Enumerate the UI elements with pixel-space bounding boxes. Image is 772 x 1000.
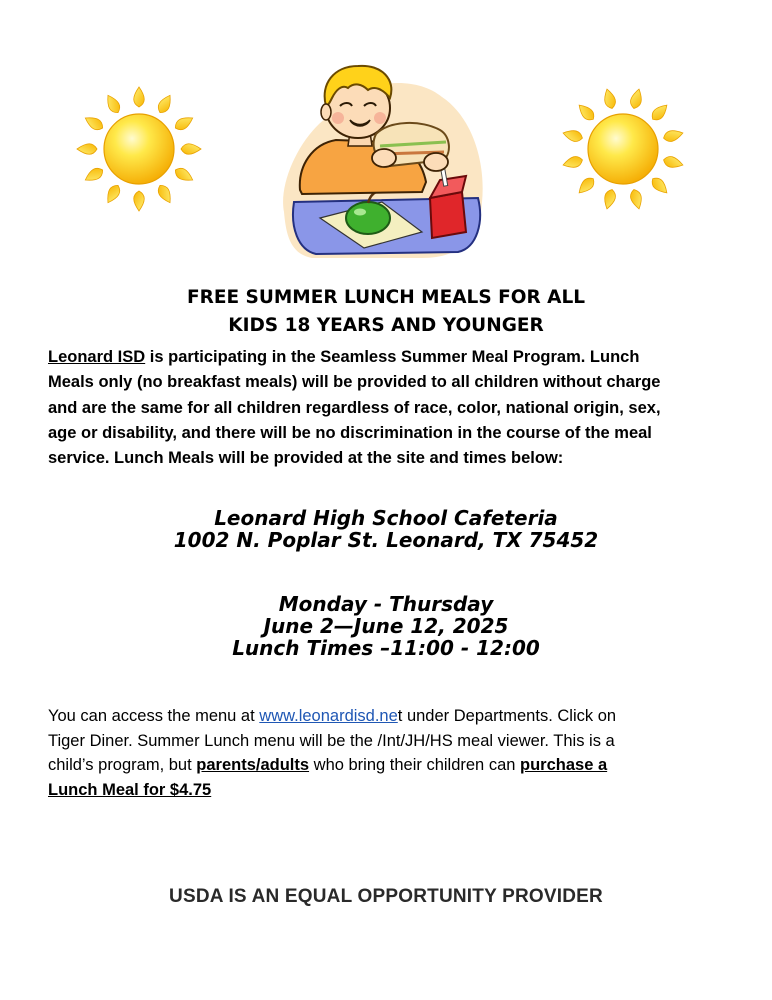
menu-line-3-start: child’s program, but [48, 756, 197, 775]
intro-line-4: age or disability, and there will be no discrimination in the course of the meal [48, 423, 652, 442]
sun-icon-left [74, 84, 204, 214]
district-name: Leonard ISD [48, 348, 146, 366]
menu-paragraph [48, 704, 728, 802]
intro-line-2: Meals only (no breakfast meals) will be provided to all children without charge [48, 373, 661, 392]
intro-paragraph [48, 345, 728, 471]
adult-meal-price: Lunch Meal for $4.75 [48, 780, 212, 799]
location-address: 1002 N. Poplar St. Leonard, TX 75452 [173, 528, 599, 552]
headline-line-2: KIDS 18 YEARS AND YOUNGER [228, 315, 544, 336]
intro-line-5: service. Lunch Meals will be provided at the site and times below: [48, 449, 564, 468]
location-name: Leonard High School Cafeteria [214, 506, 558, 530]
website-link[interactable]: www.leonardisd.ne [259, 707, 398, 725]
intro-line-1: is participating in the Seamless Summer Meal Program. Lunch [145, 348, 640, 366]
child-eating-sandwich-icon [272, 62, 492, 262]
usda-statement: USDA IS AN EQUAL OPPORTUNITY PROVIDER [169, 886, 603, 907]
headline-line-1: FREE SUMMER LUNCH MEALS FOR ALL [186, 287, 586, 308]
intro-line-3: and are the same for all children regardless of race, color, national origin, sex, [48, 398, 661, 417]
schedule-days: Monday - Thursday [278, 592, 494, 616]
sun-icon-right [558, 84, 688, 214]
menu-prefix: You can access the menu at [48, 707, 260, 725]
menu-line-2: Tiger Diner. Summer Lunch menu will be the /Int/JH/HS meal viewer. This is a [48, 731, 615, 750]
purchase-emphasis: purchase a [520, 756, 608, 775]
menu-line-1-rest: t under Departments. Click on [397, 707, 617, 725]
parents-adults-emphasis: parents/adults [196, 756, 310, 775]
menu-line-3-mid: who bring their children can [309, 756, 521, 775]
schedule-times: Lunch Times –11:00 - 12:00 [232, 636, 540, 660]
schedule-dates: June 2—June 12, 2025 [263, 614, 509, 638]
